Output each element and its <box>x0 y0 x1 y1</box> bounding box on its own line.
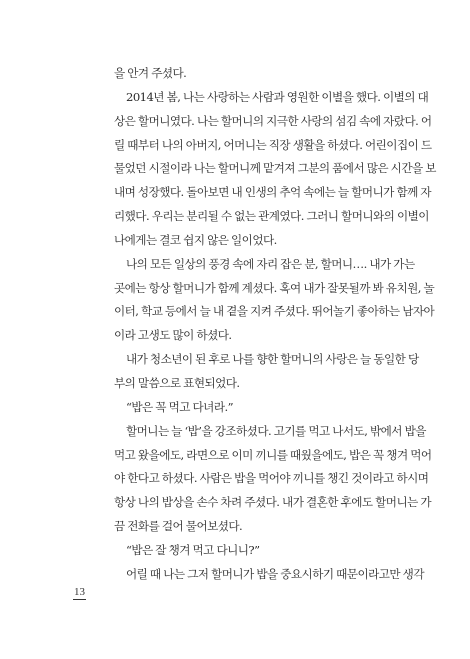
text-line: 어릴 때 나는 그저 할머니가 밥을 중요시하기 때문이라고만 생각 <box>126 566 424 581</box>
text-line: 상은 할머니였다. 나는 할머니의 지극한 사랑의 섬김 속에 자랐다. 어 <box>114 113 432 128</box>
text-line: “밥은 꼭 먹고 다녀라.” <box>126 399 233 414</box>
text-line: 나의 모든 일상의 풍경 속에 자리 잡은 분, 할머니…. 내가 가는 <box>126 256 415 271</box>
text-line: 이라 고생도 많이 하셨다. <box>114 328 232 343</box>
text-line: 물었던 시절이라 나는 할머니께 맡겨져 그분의 품에서 많은 시간을 보 <box>114 161 436 176</box>
text-line: 야 한다고 하셨다. 사람은 밥을 먹어야 끼니를 챙긴 것이라고 하시며 <box>114 471 429 486</box>
text-line: 리했다. 우리는 분리될 수 없는 관계였다. 그러니 할머니와의 이별이 <box>114 209 429 224</box>
text-line: 곳에는 항상 할머니가 함께 계셨다. 혹여 내가 잘못될까 봐 유치원, 놀 <box>114 280 435 295</box>
text-line: 항상 나의 밥상을 손수 차려 주셨다. 내가 결혼한 후에도 할머니는 가 <box>114 495 432 510</box>
text-line: 내며 성장했다. 돌아보면 내 인생의 추억 속에는 늘 할머니가 함께 자 <box>114 185 432 200</box>
text-line: 끔 전화를 걸어 물어보셨다. <box>114 519 243 534</box>
text-line: 을 안겨 주셨다. <box>114 66 187 80</box>
body-text <box>114 62 436 587</box>
text-line: 릴 때부터 나의 아버지, 어머니는 직장 생활을 하셨다. 어린이집이 드 <box>114 137 432 152</box>
text-line: 내가 청소년이 된 후로 나를 향한 할머니의 사랑은 늘 동일한 당 <box>126 352 419 367</box>
text-line: “밥은 잘 챙겨 먹고 다니니?” <box>126 542 260 557</box>
text-line: 부의 말씀으로 표현되었다. <box>114 375 240 390</box>
page-number: 13 <box>74 586 85 598</box>
text-line: 이터, 학교 등에서 늘 내 곁을 지켜 주셨다. 뛰어놀기 좋아하는 남자아 <box>114 304 435 319</box>
text-line: 할머니는 늘 ‘밥’을 강조하셨다. 고기를 먹고 나서도, 밖에서 밥을 <box>126 423 426 438</box>
text-line: 나에게는 결코 쉽지 않은 일이었다. <box>114 232 277 247</box>
text-line: 먹고 왔을에도, 라면으로 이미 끼니를 때웠을에도, 밥은 꼭 챙겨 먹어 <box>114 447 432 462</box>
text-line: 2014년 봄, 나는 사랑하는 사람과 영원한 이별을 했다. 이별의 대 <box>126 89 429 104</box>
